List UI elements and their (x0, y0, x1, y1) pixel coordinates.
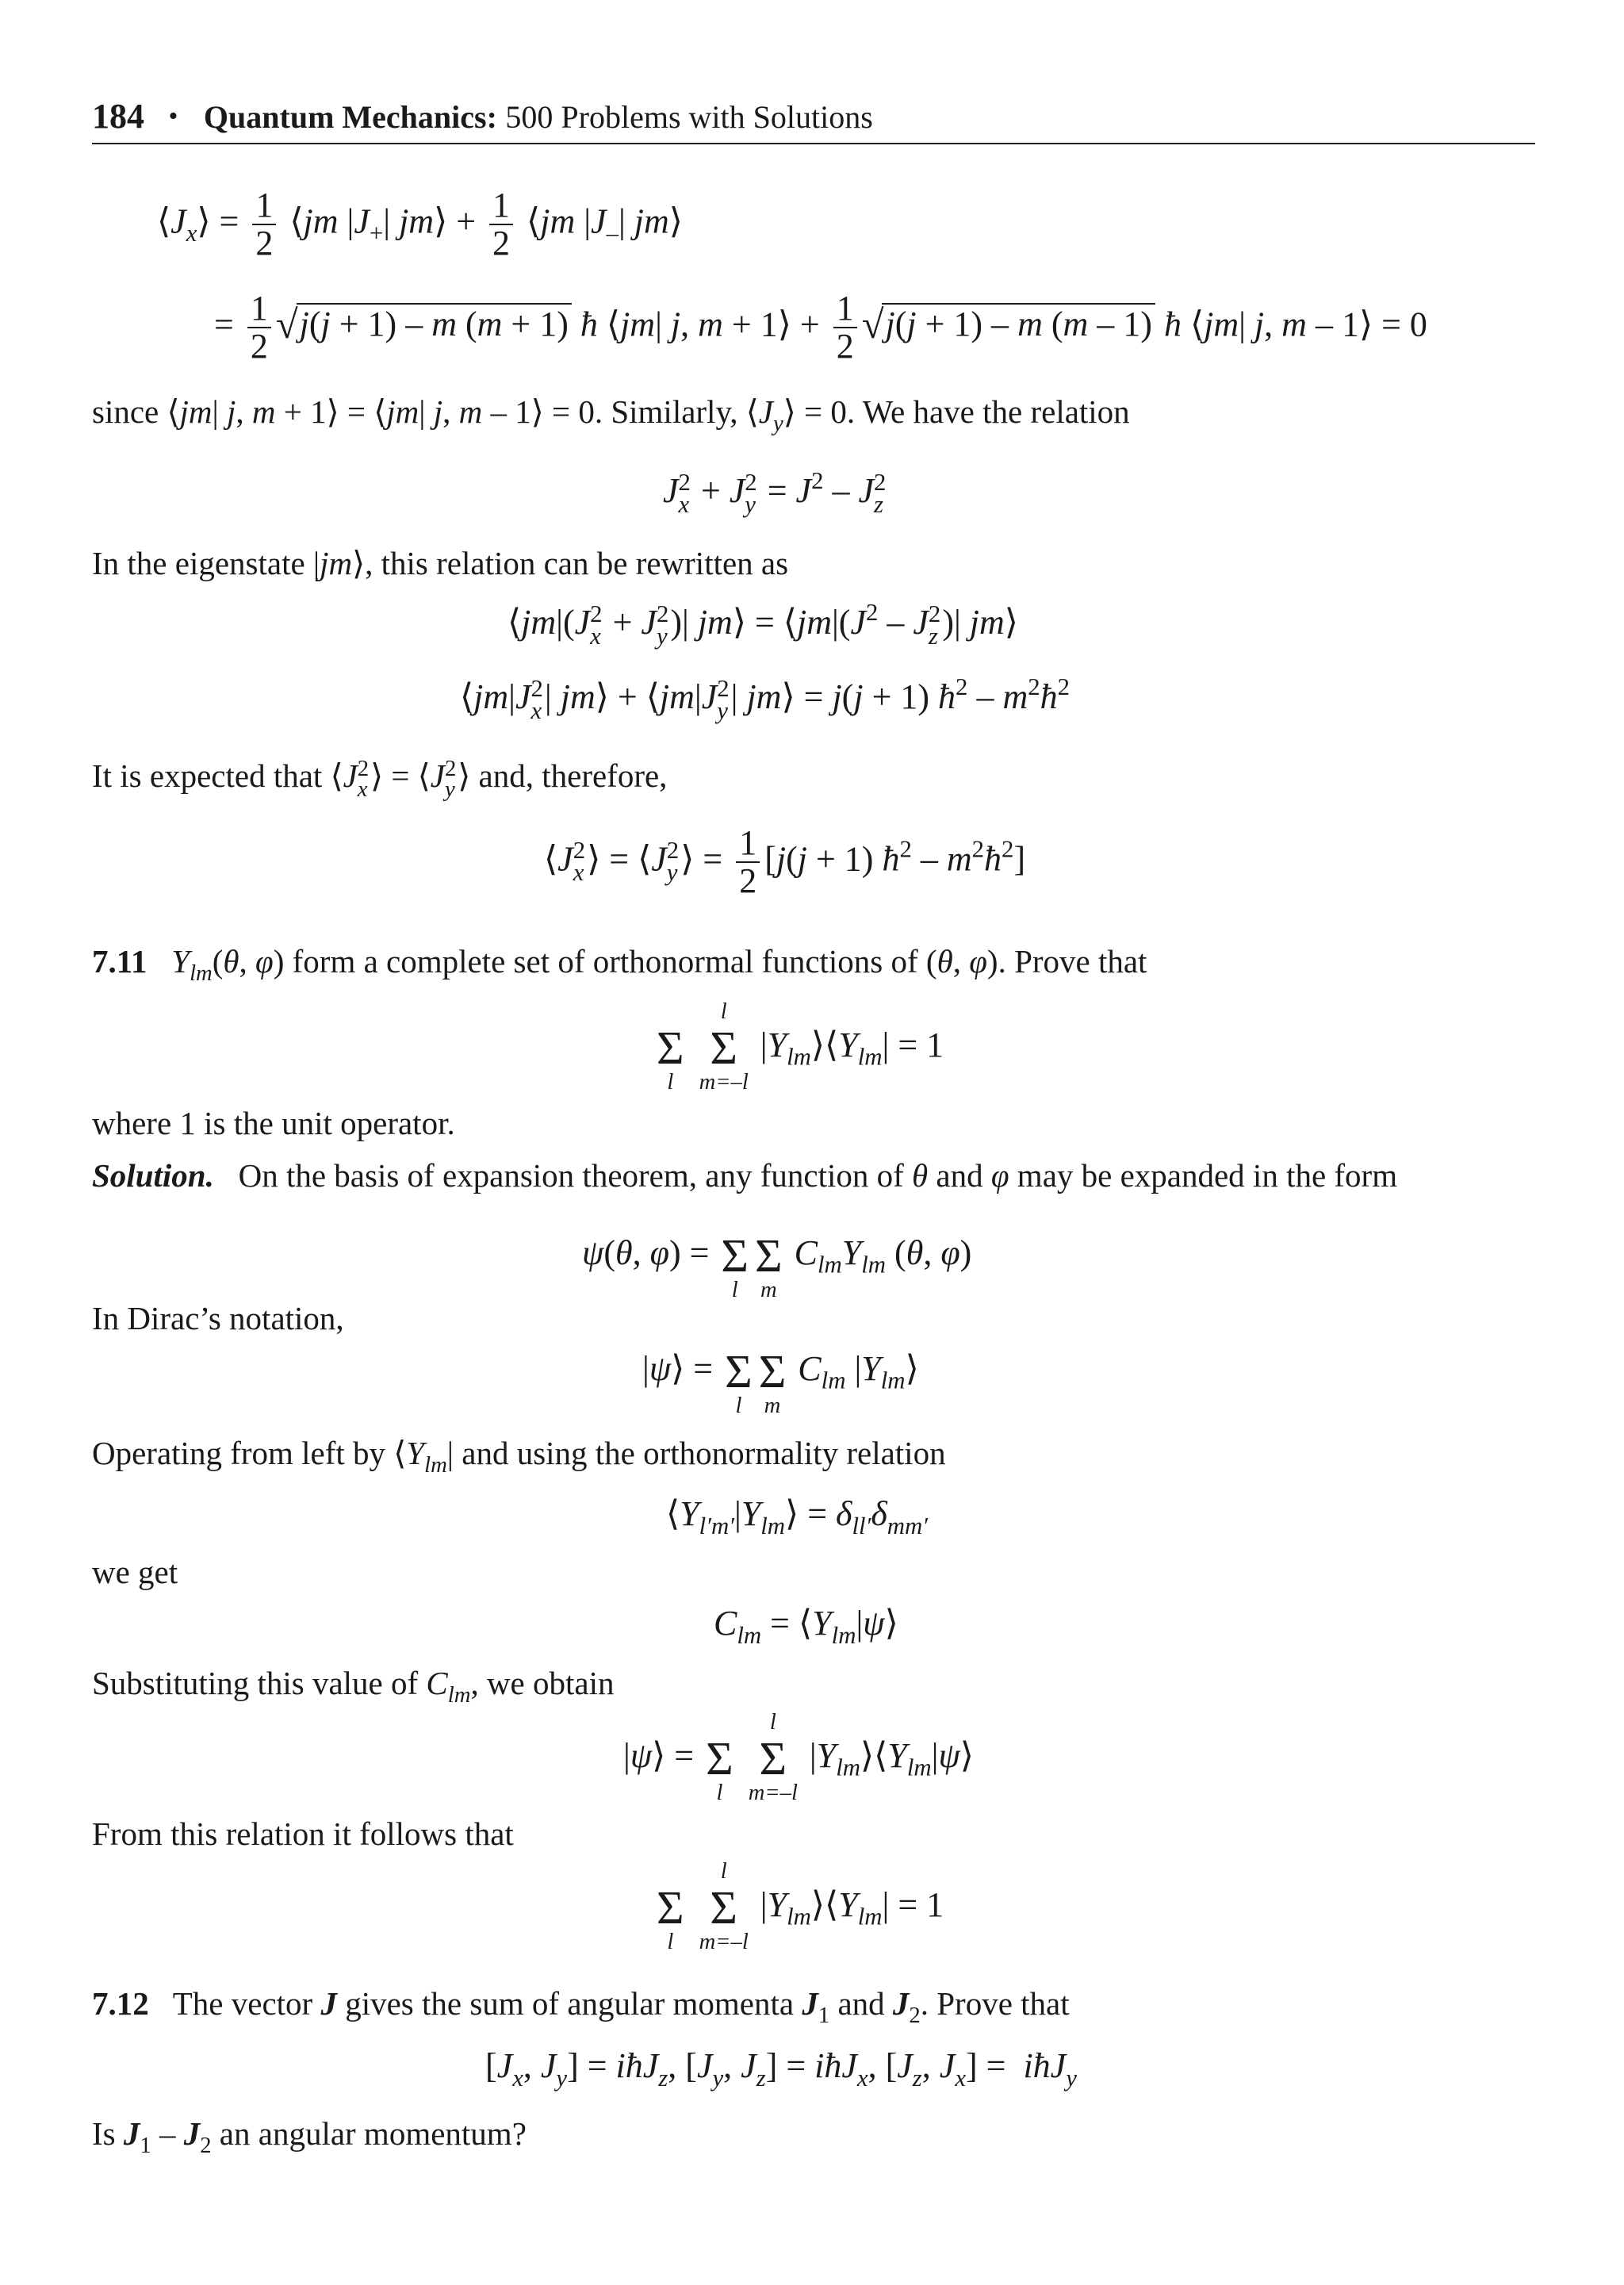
equation-squared-components: J 2 x + J 2 y = $J^2$ – J 2 z (663, 467, 887, 518)
text-eigenstate: In the eigenstate |jm⟩, this relation can be rewritten as (92, 545, 789, 581)
problem-7-11-statement: 7.11 $Y_{lm}(\theta$, φ) form a complete set of orthonormal functions of (θ, φ). Prove that (92, 943, 1147, 987)
equation-jx2-result: ⟨J 2 x ⟩ = ⟨J 2 y ⟩ = $\frac{1}{2}$ [j(j + 1) $ħ^2$ – $m^2ħ^2$] (544, 823, 1026, 901)
solution-label: Solution. (92, 1157, 214, 1194)
text-substituting: Substituting this value of $C_{lm}$, we obtain (92, 1665, 615, 1708)
running-header (92, 94, 1535, 144)
equation-jx-expectation: $⟨J_x⟩$ = $\frac{1}{2}$ ⟨jm $|J_+|$ jm⟩ + $\frac{1}{2}$ ⟨jm $|J_-|$ jm⟩ (157, 186, 683, 263)
book-title: Quantum Mechanics: (203, 99, 497, 135)
equation-commutators: [$J_x$, $J_y$] = iħJ$_z$, [$J_y$, $J_z$] = iħJ$_x$, [$J_z$, $J_x$] = iħJ$_y$ (485, 2046, 1077, 2091)
equation-jx-evaluated: = $\frac{1}{2}$ √j(j + 1) – m (m + 1) ħ ⟨jm| j, m + 1⟩ + $\frac{1}{2}$ √j(j + 1) – m (m – 1) ħ ⟨jm| j, m – 1⟩ = 0 (214, 289, 1427, 366)
text-since-line: since ⟨jm| j, m + 1⟩ = ⟨jm| j, m – 1⟩ = 0. Similarly, $⟨J_y⟩ = 0$. We have the relation (92, 393, 1130, 437)
solution-intro: Solution. On the basis of expansion theorem, any function of θ and φ may be expanded in the form (92, 1157, 1398, 1194)
equation-coefficient: $C_{lm}$ = $⟨Y_{lm}|\psi⟩$ (714, 1604, 898, 1649)
equation-dirac-expansion: |ψ⟩ = Σ l Σ m $C_{lm}$ $|Y_{lm}⟩$ (642, 1345, 919, 1419)
header-bullet: • (168, 102, 178, 131)
text-unit-operator: where 1 is the unit operator. (92, 1105, 455, 1141)
text-question: Is $J_1 - J_2$ an angular momentum? (92, 2115, 527, 2159)
text-operating: Operating from left by $⟨Y_{lm}|$ and using the orthonormality relation (92, 1435, 946, 1478)
text-dirac: In Dirac’s notation, (92, 1300, 344, 1336)
equation-substituted: |ψ⟩ = Σ l l Σ m=–l $|Y_{lm}⟩⟨Y_{lm}|\psi⟩$ (623, 1710, 974, 1806)
equation-orthonormality: $⟨Y_{l'm'}|Y_{lm}⟩ = \delta_{ll'}\delta_{mm'}$ (666, 1494, 929, 1539)
problem-number: 7.11 (92, 943, 147, 980)
equation-eigenstate-relation: ⟨jm|(J 2 x + J 2 y )| jm⟩ = $⟨jm|(J^2$ – J 2 z )| jm⟩ (508, 599, 1018, 650)
text-follows: From this relation it follows that (92, 1815, 514, 1852)
equation-eigenvalue-sum: ⟨jm|J 2 x | jm⟩ + ⟨jm|J 2 y | jm⟩ = j(j + 1) $ħ^2$ – $m^2ħ^2$ (460, 673, 1071, 724)
equation-completeness-result: Σ l l Σ m=–l $|Y_{lm}⟩⟨Y_{lm}| = 1$ (657, 1859, 944, 1955)
text-we-get: we get (92, 1554, 178, 1590)
problem-7-12-statement: 7.12 The vector J gives the sum of angular momenta $J_1$ and $J_2$. Prove that (92, 1985, 1070, 2029)
text-expected: It is expected that ⟨J 2 x ⟩ = ⟨J 2 y ⟩ and, therefore, (92, 755, 668, 802)
equation-completeness: Σ l l Σ m=–l $|Y_{lm}⟩⟨Y_{lm}| = 1$ (657, 999, 944, 1095)
equation-expansion: ψ(θ, φ) = Σ l Σ m $C_{lm}Y_{lm}$ (θ, φ) (582, 1229, 972, 1303)
problem-number: 7.12 (92, 1985, 149, 2022)
book-subtitle: 500 Problems with Solutions (505, 99, 873, 135)
page-number: 184 (92, 97, 144, 136)
